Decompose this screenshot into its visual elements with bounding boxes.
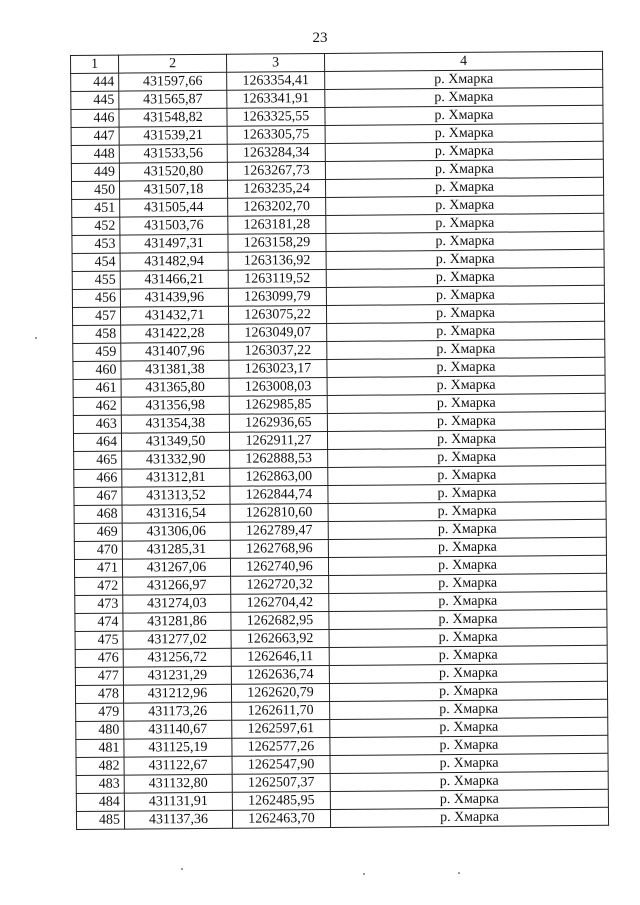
description-cell: р. Хмарка	[326, 267, 604, 287]
point-number-cell: 461	[73, 379, 121, 397]
description-cell: р. Хмарка	[330, 699, 608, 719]
column-header-1: 1	[71, 55, 119, 73]
description-cell: р. Хмарка	[326, 213, 604, 233]
point-number-cell: 466	[74, 469, 122, 487]
point-number-cell: 468	[74, 505, 122, 523]
coordinate-x-cell: 431507,18	[119, 180, 227, 199]
coordinate-x-cell: 431597,66	[119, 72, 227, 91]
description-cell: р. Хмарка	[330, 807, 608, 827]
column-header-4: 4	[324, 51, 602, 71]
coordinate-y-cell: 1263119,52	[228, 269, 326, 288]
description-cell: р. Хмарка	[329, 663, 607, 683]
description-cell: р. Хмарка	[329, 627, 607, 647]
coordinate-y-cell: 1263325,55	[227, 107, 325, 126]
coordinate-y-cell: 1263354,41	[227, 72, 325, 91]
scan-speck	[35, 337, 37, 339]
coordinate-x-cell: 431565,87	[119, 90, 227, 109]
point-number-cell: 475	[75, 631, 123, 649]
coordinate-y-cell: 1262911,27	[229, 431, 327, 450]
table-row	[76, 807, 608, 829]
point-number-cell: 477	[75, 667, 123, 685]
coordinate-y-cell: 1262936,65	[229, 413, 327, 432]
coordinate-y-cell: 1263202,70	[228, 197, 326, 216]
point-number-cell: 469	[74, 523, 122, 541]
description-cell: р. Хмарка	[330, 717, 608, 737]
point-number-cell: 476	[75, 649, 123, 667]
scan-speck	[363, 873, 365, 875]
point-number-cell: 464	[73, 433, 121, 451]
point-number-cell: 453	[72, 235, 120, 253]
description-cell: р. Хмарка	[325, 159, 603, 179]
description-cell: р. Хмарка	[329, 645, 607, 665]
coordinate-x-cell: 431422,28	[121, 324, 229, 343]
coordinate-y-cell: 1262768,96	[230, 539, 328, 558]
coordinate-y-cell: 1262547,90	[232, 755, 330, 774]
coordinate-x-cell: 431407,96	[121, 342, 229, 361]
coordinate-x-cell: 431482,94	[120, 252, 228, 271]
point-number-cell: 446	[71, 109, 119, 127]
coordinate-x-cell: 431497,31	[120, 234, 228, 253]
coordinate-y-cell: 1263267,73	[227, 161, 325, 180]
coordinate-x-cell: 431548,82	[119, 108, 227, 127]
coordinate-y-cell: 1262720,32	[231, 575, 329, 594]
coordinate-x-cell: 431212,96	[123, 684, 231, 703]
coordinate-x-cell: 431267,06	[122, 558, 230, 577]
coordinate-x-cell: 431274,03	[123, 594, 231, 613]
point-number-cell: 458	[73, 325, 121, 343]
point-number-cell: 482	[76, 757, 124, 775]
coordinate-y-cell: 1263284,34	[227, 143, 325, 162]
description-cell: р. Хмарка	[326, 249, 604, 269]
point-number-cell: 483	[76, 775, 124, 793]
description-cell: р. Хмарка	[327, 429, 605, 449]
coordinate-y-cell: 1262810,60	[230, 503, 328, 522]
coordinate-y-cell: 1263075,22	[228, 305, 326, 324]
coordinate-y-cell: 1263008,03	[229, 377, 327, 396]
description-cell: р. Хмарка	[328, 501, 606, 521]
coordinate-x-cell: 431256,72	[123, 648, 231, 667]
point-number-cell: 457	[72, 307, 120, 325]
point-number-cell: 459	[73, 343, 121, 361]
coordinate-y-cell: 1263305,75	[227, 125, 325, 144]
coordinate-y-cell: 1262844,74	[230, 485, 328, 504]
coordinate-x-cell: 431432,71	[120, 306, 228, 325]
description-cell: р. Хмарка	[328, 555, 606, 575]
description-cell: р. Хмарка	[328, 537, 606, 557]
coordinate-x-cell: 431122,67	[124, 756, 232, 775]
coordinate-y-cell: 1263341,91	[227, 90, 325, 109]
coordinate-x-cell: 431231,29	[123, 666, 231, 685]
coordinate-y-cell: 1262507,37	[232, 773, 330, 792]
coordinate-y-cell: 1262863,00	[230, 467, 328, 486]
point-number-cell: 473	[75, 595, 123, 613]
point-number-cell: 448	[71, 145, 119, 163]
point-number-cell: 452	[72, 217, 120, 235]
coordinate-y-cell: 1262646,11	[231, 647, 329, 666]
point-number-cell: 478	[75, 685, 123, 703]
table-body	[71, 69, 609, 829]
scan-speck	[458, 872, 460, 874]
point-number-cell: 456	[72, 289, 120, 307]
coordinate-x-cell: 431505,44	[120, 198, 228, 217]
coordinate-x-cell: 431439,96	[120, 288, 228, 307]
description-cell: р. Хмарка	[325, 123, 603, 143]
coordinate-y-cell: 1263181,28	[228, 215, 326, 234]
coordinate-y-cell: 1262888,53	[230, 449, 328, 468]
description-cell: р. Хмарка	[327, 357, 605, 377]
coordinate-y-cell: 1262663,92	[231, 629, 329, 648]
column-header-3: 3	[226, 54, 324, 73]
point-number-cell: 460	[73, 361, 121, 379]
point-number-cell: 472	[75, 577, 123, 595]
coordinate-x-cell: 431316,54	[122, 504, 230, 523]
description-cell: р. Хмарка	[328, 483, 606, 503]
description-cell: р. Хмарка	[330, 735, 608, 755]
description-cell: р. Хмарка	[325, 177, 603, 197]
description-cell: р. Хмарка	[327, 339, 605, 359]
description-cell: р. Хмарка	[330, 789, 608, 809]
description-cell: р. Хмарка	[329, 573, 607, 593]
description-cell: р. Хмарка	[327, 411, 605, 431]
coordinate-x-cell: 431125,19	[124, 738, 232, 757]
coordinate-x-cell: 431281,86	[123, 612, 231, 631]
coordinate-x-cell: 431332,90	[122, 450, 230, 469]
coordinate-x-cell: 431349,50	[121, 432, 229, 451]
point-number-cell: 471	[74, 559, 122, 577]
coordinate-x-cell: 431354,38	[121, 414, 229, 433]
description-cell: р. Хмарка	[326, 303, 604, 323]
coordinate-x-cell: 431312,81	[122, 468, 230, 487]
description-cell: р. Хмарка	[327, 321, 605, 341]
coordinate-y-cell: 1262789,47	[230, 521, 328, 540]
description-cell: р. Хмарка	[325, 69, 603, 89]
description-cell: р. Хмарка	[327, 393, 605, 413]
point-number-cell: 484	[76, 793, 124, 811]
point-number-cell: 463	[73, 415, 121, 433]
description-cell: р. Хмарка	[325, 105, 603, 125]
description-cell: р. Хмарка	[330, 771, 608, 791]
point-number-cell: 470	[74, 541, 122, 559]
coordinate-y-cell: 1263049,07	[229, 323, 327, 342]
point-number-cell: 467	[74, 487, 122, 505]
coordinate-y-cell: 1262611,70	[232, 701, 330, 720]
coordinate-x-cell: 431466,21	[120, 270, 228, 289]
point-number-cell: 479	[76, 703, 124, 721]
description-cell: р. Хмарка	[328, 465, 606, 485]
coordinate-x-cell: 431137,36	[124, 810, 232, 829]
coordinate-x-cell: 431285,31	[122, 540, 230, 559]
column-header-2: 2	[119, 54, 227, 73]
point-number-cell: 485	[76, 811, 124, 829]
coordinate-x-cell: 431132,80	[124, 774, 232, 793]
coordinate-y-cell: 1262463,70	[232, 809, 330, 828]
point-number-cell: 481	[76, 739, 124, 757]
coordinate-y-cell: 1262704,42	[231, 593, 329, 612]
description-cell: р. Хмарка	[328, 447, 606, 467]
point-number-cell: 480	[76, 721, 124, 739]
coordinate-y-cell: 1262682,95	[231, 611, 329, 630]
point-number-cell: 450	[71, 181, 119, 199]
description-cell: р. Хмарка	[329, 591, 607, 611]
point-number-cell: 449	[71, 163, 119, 181]
description-cell: р. Хмарка	[330, 753, 608, 773]
coordinate-x-cell: 431277,02	[123, 630, 231, 649]
coordinate-x-cell: 431131,91	[124, 792, 232, 811]
description-cell: р. Хмарка	[327, 375, 605, 395]
description-cell: р. Хмарка	[325, 141, 603, 161]
coordinate-y-cell: 1263235,24	[227, 179, 325, 198]
description-cell: р. Хмарка	[326, 195, 604, 215]
point-number-cell: 451	[72, 199, 120, 217]
coordinate-y-cell: 1263158,29	[228, 233, 326, 252]
coordinates-table	[70, 51, 609, 830]
coordinate-x-cell: 431539,21	[119, 126, 227, 145]
coordinate-x-cell: 431356,98	[121, 396, 229, 415]
coordinate-y-cell: 1263099,79	[228, 287, 326, 306]
point-number-cell: 445	[71, 91, 119, 109]
point-number-cell: 447	[71, 127, 119, 145]
coordinate-x-cell: 431140,67	[124, 720, 232, 739]
coordinate-x-cell: 431381,38	[121, 360, 229, 379]
coordinate-y-cell: 1262485,95	[232, 791, 330, 810]
coordinate-y-cell: 1262620,79	[231, 683, 329, 702]
coordinate-y-cell: 1263037,22	[229, 341, 327, 360]
coordinate-x-cell: 431266,97	[123, 576, 231, 595]
point-number-cell: 454	[72, 253, 120, 271]
coordinate-x-cell: 431520,80	[119, 162, 227, 181]
coordinate-y-cell: 1262636,74	[231, 665, 329, 684]
coordinate-x-cell: 431365,80	[121, 378, 229, 397]
description-cell: р. Хмарка	[329, 681, 607, 701]
coordinate-x-cell: 431306,06	[122, 522, 230, 541]
coordinate-x-cell: 431173,26	[124, 702, 232, 721]
scan-speck	[181, 868, 183, 870]
coordinate-y-cell: 1263136,92	[228, 251, 326, 270]
point-number-cell: 444	[71, 73, 119, 91]
coordinate-y-cell: 1262740,96	[230, 557, 328, 576]
coordinate-y-cell: 1262985,85	[229, 395, 327, 414]
coordinate-x-cell: 431533,56	[119, 144, 227, 163]
description-cell: р. Хмарка	[329, 609, 607, 629]
point-number-cell: 455	[72, 271, 120, 289]
point-number-cell: 474	[75, 613, 123, 631]
coordinate-y-cell: 1262597,61	[232, 719, 330, 738]
description-cell: р. Хмарка	[326, 285, 604, 305]
point-number-cell: 465	[74, 451, 122, 469]
description-cell: р. Хмарка	[328, 519, 606, 539]
page-number: 23	[312, 30, 328, 46]
description-cell: р. Хмарка	[326, 231, 604, 251]
description-cell: р. Хмарка	[325, 87, 603, 107]
coordinate-x-cell: 431313,52	[122, 486, 230, 505]
coordinate-y-cell: 1262577,26	[232, 737, 330, 756]
point-number-cell: 462	[73, 397, 121, 415]
coordinate-y-cell: 1263023,17	[229, 359, 327, 378]
coordinate-x-cell: 431503,76	[120, 216, 228, 235]
